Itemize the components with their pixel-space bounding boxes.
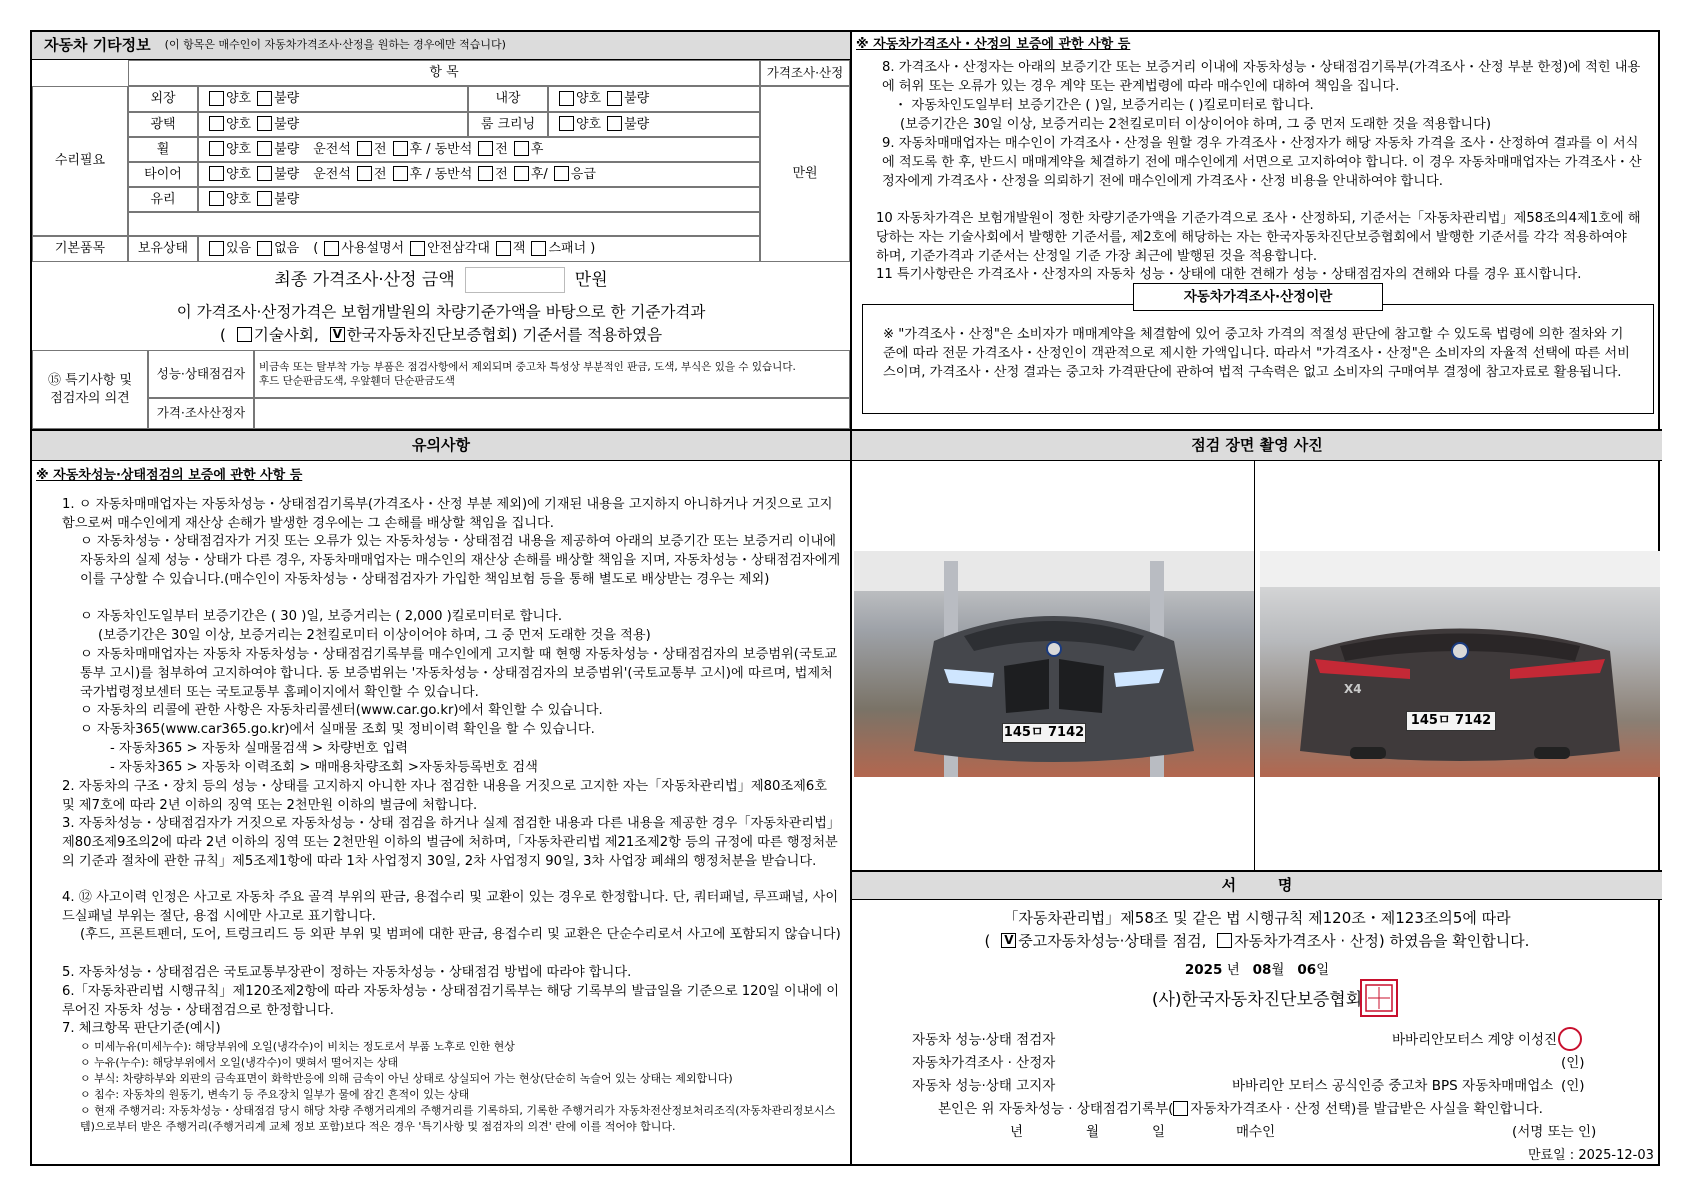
row-owned-options: 있음 없음 ( 사용설명서 안전삼각대 잭 스패너 ) — [198, 236, 760, 262]
notes-header: 유의사항 — [32, 431, 850, 461]
confirm-line: ( V 중고자동차성능·상태를 점검, 자동차가격조사 · 산정) 하였음을 확인합니다. — [852, 931, 1662, 951]
tire-good-checkbox[interactable] — [209, 166, 224, 181]
note-7: 7. 체크항목 판단기준(예시) — [62, 1021, 221, 1036]
tire-driver-rear-checkbox[interactable] — [393, 166, 408, 181]
exterior-good-checkbox[interactable] — [209, 91, 224, 106]
inspector-label-cell: 성능·상태점검자 — [148, 350, 254, 398]
interior-bad-checkbox[interactable] — [607, 91, 622, 106]
tire-passenger-front-checkbox[interactable] — [478, 166, 493, 181]
manual-checkbox[interactable] — [324, 241, 339, 256]
row-room-cleaning-options: 양호 불량 — [548, 112, 760, 137]
tire-passenger-rear-checkbox[interactable] — [514, 166, 529, 181]
photos-header: 점검 장면 촬영 사진 — [852, 431, 1662, 461]
price-explanation-box — [862, 288, 1654, 414]
glass-good-checkbox[interactable] — [209, 191, 224, 206]
org-seal-icon — [1364, 983, 1394, 1013]
notes-heading: ※ 자동차성능·상태점검의 보증에 관한 사항 등 — [36, 468, 303, 483]
appraiser-seal: (인) — [1561, 1055, 1585, 1071]
glass-bad-checkbox[interactable] — [257, 191, 272, 206]
row-exterior-label: 외장 — [128, 86, 198, 112]
spanner-checkbox[interactable] — [531, 241, 546, 256]
note-3: 3. 자동차성능・상태점검자가 거짓으로 자동차성능・상태 점검을 하거나 실제 점검한 내용과 다른 내용을 제공한 경우「자동차관리법」제80조제9조의2에 따라 2년 이하의 징역 또는 2천만원 이하의 벌금에 처하며,「자동차관리법 제21조제2항 등의 규정에 따른 행정처분의 기준과 절차에 관한 규칙」제5조제1항에 따라 1차 사업정지 30일, 2차 사업정지 90일, 3차 사업장 폐쇄의 행정처분을 받습니다. — [62, 816, 841, 870]
note-7d: ㅇ 침수: 자동차의 원동기, 변속기 등 주요장치 일부가 물에 잠긴 흔적이 있는 상태 — [80, 1088, 470, 1101]
law-line: 「자동차관리법」제58조 및 같은 법 시행규칙 제120조・제123조의5에 따라 — [1003, 909, 1511, 927]
basis-tech-checkbox[interactable] — [237, 327, 252, 342]
row-wheel-options: 양호 불량 운전석 전 후 / 동반석 전 후 — [198, 137, 760, 162]
guarantee-item-8-sub2: (보증기간은 30일 이상, 보증거리는 2천킬로미터 이상이어야 하며, 그 중 먼저 도래한 것을 적용합니다) — [900, 117, 1491, 132]
row-interior-options: 양호 불량 — [548, 86, 760, 112]
receipt-line: 본인은 위 자동차성능 · 상태점검기록부( 자동차가격조사 · 산정 선택)를 발급받은 사실을 확인합니다. — [938, 1101, 1543, 1117]
front-inspection-photo — [854, 551, 1254, 777]
tire-driver-front-checkbox[interactable] — [357, 166, 372, 181]
item-column-header: 항 목 — [128, 60, 760, 86]
inspector-note-2: 후드 단순판금도색, 우앞휀더 단순판금도색 — [259, 375, 455, 387]
photos-signature-section — [852, 431, 1662, 1168]
appraiser-label-cell: 가격·조사산정자 — [148, 398, 254, 429]
row-owned-label: 보유상태 — [128, 236, 198, 262]
buyer-date-day: 일 — [1152, 1124, 1166, 1140]
note-1e: ㅇ 자동차의 리콜에 관한 사항은 자동차리콜센터(www.car.go.kr)에서 확인할 수 있습니다. — [80, 703, 603, 718]
guarantee-title: ※ 자동차가격조사・산정의 보증에 관한 사항 등 — [856, 37, 1131, 52]
special-notes-label: ⑮ 특기사항 및 점검자의 의견 — [32, 350, 148, 429]
inspector-label: 자동차 성능·상태 점검자 — [912, 1032, 1056, 1048]
wheel-passenger-rear-checkbox[interactable] — [514, 141, 529, 156]
basis-line-1: 이 가격조사·산정가격은 보험개발원의 차량기준가액을 바탕으로 한 기준가격과 — [176, 303, 706, 321]
note-1b: ㅇ 자동차성능・상태점검자가 거짓 또는 오류가 있는 자동차성능・상태점검 내용을 제공하여 아래의 보증기간 또는 보증거리 이내에 자동차의 실제 성능・상태가 다른 경우, 자동차매매업자는 매수인의 재산상 손해를 배상할 책임을 지며, 자동차성능・상태점검자에게 이를 구상할 수 있습니다.(매수인이 자동차성능・상태점검자가 가입한 책임보험 등을 통해 별도로 배상받는 경우는 제외) — [80, 534, 841, 588]
note-1d: ㅇ 자동차매매업자는 자동차 자동차성능・상태점검기록부를 매수인에게 고지할 때 현행 자동차성능・상태점검자의 보증범위(국토교통부 고시)를 첨부하여 고지하여야 합니다. 동 보증범위는 '자동차성능・상태점검자의 보증범위'(국토교통부 고시)에 따르며, 법제처 국가법령정보센터 또는 국토교통부 홈페이지에서 확인할 수 있습니다. — [80, 647, 838, 701]
buyer-date-year: 년 — [1010, 1124, 1024, 1140]
final-amount-input[interactable] — [465, 267, 565, 293]
repair-needed-label: 수리필요 — [32, 86, 128, 236]
note-5: 5. 자동차성능・상태점검은 국토교통부장관이 정하는 자동차성능・상태점검 방법에 따라야 합니다. — [62, 965, 632, 980]
row-room-cleaning-label: 룸 크리닝 — [468, 112, 548, 137]
expiry-date: 만료일 : 2025-12-03 — [1528, 1148, 1654, 1163]
price-explanation-title: 자동차가격조사·산정이란 — [1133, 283, 1383, 311]
front-license-plate: 145ㅁ 7142 — [1002, 723, 1086, 743]
inspector-note-1: 비금속 또는 탈부착 가능 부품은 점검사항에서 제외되며 중고차 특성상 부분적인 판금, 도색, 부식은 있을 수 있습니다. — [259, 360, 796, 373]
guarantee-item-9: 9. 자동차매매업자는 매수인이 가격조사・산정을 원할 경우 가격조사・산정자가 해당 자동차 가격을 조사・산정하여 결과를 이 서식에 적도록 한 후, 반드시 매매계약을 체결하기 전에 매수인에게 서면으로 고지하여야 합니다. 이 경우 자동차매매업자는 가격조사・산정자에게 가격조사・산정을 의뢰하기 전에 매수인에게 가격조사・산정 비용을 안내하여야 합니다. — [882, 136, 1642, 190]
tire-bad-checkbox[interactable] — [257, 166, 272, 181]
room-cleaning-bad-checkbox[interactable] — [607, 116, 622, 131]
note-2: 2. 자동차의 구조・장치 등의 성능・상태를 고지하지 아니한 자나 점검한 내용을 거짓으로 고지한 자는「자동차관리법」제80조제6호 및 제7호에 따라 2년 이하의 징역 또는 2천만원 이하의 벌금에 처합니다. — [62, 779, 828, 814]
vehicle-info-section — [32, 32, 850, 429]
basis-line-2: ( 기술사회, V 한국자동차진단보증협회) 기준서를 적용하였음 — [32, 325, 850, 346]
note-6: 6.「자동차관리법 시행규칙」제120조제2항에 따라 자동차성능・상태점검기록부는 해당 기록부의 발급일을 기준으로 120일 이내에 이루어진 자동차 성능・상태점검으로 한정합니다. — [62, 984, 840, 1019]
row-wheel-label: 휠 — [128, 137, 198, 162]
rear-car-illustration — [1260, 551, 1660, 777]
wheel-bad-checkbox[interactable] — [257, 141, 272, 156]
guarantee-item-11: 11 특기사항란은 가격조사・산정자의 자동차 성능・상태에 대한 견해가 성능・상태점검자의 견해와 다를 경우 표시합니다. — [876, 267, 1582, 282]
note-1c2: (보증기간은 30일 이상, 보증거리는 2천킬로미터 이상이어야 하며, 그 중 먼저 도래한 것을 적용) — [98, 628, 651, 643]
photos-divider — [1254, 461, 1255, 871]
notifier-value: 바바리안 모터스 공식인증 중고차 BPS 자동차매매업소 — [1232, 1078, 1554, 1094]
row-interior-label: 내장 — [468, 86, 548, 112]
jack-checkbox[interactable] — [496, 241, 511, 256]
info-subtitle: (이 항목은 매수인이 자동차가격조사·산정을 원하는 경우에만 적습니다) — [164, 38, 506, 52]
buyer-date-month: 월 — [1086, 1124, 1100, 1140]
org-name: (사)한국자동차진단보증협회 — [1151, 990, 1363, 1010]
basic-items-label: 기본품목 — [32, 236, 128, 262]
row-tire-label: 타이어 — [128, 162, 198, 187]
info-title: 자동차 기타정보 — [44, 36, 151, 55]
appraiser-label: 자동차가격조사 · 산정자 — [912, 1055, 1056, 1071]
notifier-label: 자동차 성능·상태 고지자 — [912, 1078, 1056, 1094]
price-explanation-text: ※ "가격조사・산정"은 소비자가 매매계약을 체결함에 있어 중고차 가격의 적절성 판단에 참고할 수 있도록 법령에 의한 절차와 기준에 따라 전문 가격조사・산정인이 객관적으로 제시한 가액입니다. 따라서 "가격조사・산정"은 소비자의 자율적 선택에 따른 서비스이며, 가격조사・산정 결과는 중고차 가격판단에 관하여 법적 구속력은 없고 소비자의 구매여부 결정에 참고자료로 활용됩니다. — [883, 327, 1630, 381]
confirm-used-car-checkbox[interactable] — [1001, 933, 1016, 948]
triangle-checkbox[interactable] — [410, 241, 425, 256]
row-gloss-label: 광택 — [128, 112, 198, 137]
tire-emergency-checkbox[interactable] — [554, 166, 569, 181]
row-exterior-options: 양호 불량 — [198, 86, 468, 112]
document-frame — [30, 30, 1660, 1166]
row-gloss-options: 양호 불량 — [198, 112, 468, 137]
basis-assoc-checkbox[interactable] — [330, 327, 345, 342]
note-1a: 1. ㅇ 자동차매매업자는 자동차성능・상태점검기록부(가격조사・산정 부분 제외)에 기재된 내용을 고지하지 아니하거나 거짓으로 고지함으로써 매수인에게 재산상 손해가 발생한 경우에는 그 손해를 배상할 책임을 집니다. — [62, 497, 833, 532]
owned-none-checkbox[interactable] — [257, 241, 272, 256]
buyer-label: 매수인 — [1236, 1124, 1276, 1140]
room-cleaning-good-checkbox[interactable] — [559, 116, 574, 131]
note-4b: (후드, 프론트펜더, 도어, 트렁크리드 등 외판 부위 및 범퍼에 대한 판금, 용접수리 및 교환은 단순수리로서 사고에 포함되지 않습니다) — [80, 927, 841, 942]
appraiser-notes-cell[interactable] — [254, 398, 850, 429]
wheel-passenger-front-checkbox[interactable] — [478, 141, 493, 156]
inspector-seal-icon — [1558, 1027, 1582, 1051]
note-7c: ㅇ 부식: 차량하부와 외판의 금속표면이 화학반응에 의해 금속이 아닌 상태로 상실되어 가는 현상(단순히 녹슬어 있는 상태는 제외합니다) — [80, 1072, 733, 1085]
notes-section — [32, 431, 850, 1168]
rear-license-plate: 145ㅁ 7142 — [1406, 711, 1496, 731]
note-1f: ㅇ 자동차365(www.car365.go.kr)에서 실매물 조회 및 정비이력 확인을 할 수 있습니다. — [80, 722, 595, 737]
note-7a: ㅇ 미세누유(미세누수): 해당부위에 오일(냉각수)이 비치는 정도로서 부품 노후로 인한 현상 — [80, 1040, 515, 1053]
confirm-price-checkbox[interactable] — [1217, 933, 1232, 948]
signature-header: 서 명 — [852, 872, 1662, 900]
notifier-seal: (인) — [1561, 1078, 1585, 1094]
rear-inspection-photo — [1260, 551, 1660, 777]
receipt-checkbox[interactable] — [1173, 1101, 1188, 1116]
org-seal-stamp — [1360, 979, 1398, 1017]
price-unit-cell: 만원 — [760, 86, 850, 262]
wheel-driver-rear-checkbox[interactable] — [393, 141, 408, 156]
guarantee-item-8-sub1: ・ 자동차인도일부터 보증기간은 ( )일, 보증거리는 ( )킬로미터로 합니다. — [894, 98, 1314, 113]
inspector-notes-cell — [254, 350, 850, 398]
gloss-good-checkbox[interactable] — [209, 116, 224, 131]
note-7e: ㅇ 현재 주행거리: 자동차성능・상태점검 당시 해당 차량 주행거리계의 주행거리를 기록하되, 기록한 주행거리가 자동차전산정보처리조직(자동차관리정보시스템)으로부터 받은 주행거리(주행거리계 교체 정보 포함)보다 적은 경우 '특기사항 및 점검자의 의견' 란에 이를 적어야 합니다. — [80, 1104, 836, 1133]
gloss-bad-checkbox[interactable] — [257, 116, 272, 131]
owned-has-checkbox[interactable] — [209, 241, 224, 256]
note-4: 4. ⑫ 사고이력 인정은 사고로 자동차 주요 골격 부위의 판금, 용접수리 및 교환이 있는 경우로 한정합니다. 단, 쿼터패널, 루프패널, 사이드실패널 부위는 절단, 용접 시에만 사고로 표기합니다. — [62, 890, 839, 925]
guarantee-section — [852, 32, 1662, 429]
model-badge: X4 — [1344, 682, 1362, 696]
guarantee-item-10: 10 자동차가격은 보험개발원이 정한 차량기준가액을 기준가격으로 조사・산정하되, 기준서는「자동차관리법」제58조의4제1호에 해당하는 자는 기술사회에서 발행한 기준서를, 제2호에 해당하는 자는 한국자동차진단보증협회에서 발행한 기준서를 각각 적용하여야 하며, 기준가격과 기준서는 산정일 기준 가장 최근에 발행된 것을 적용합니다. — [876, 211, 1641, 265]
row-glass-label: 유리 — [128, 187, 198, 212]
front-car-illustration — [854, 551, 1254, 777]
note-1f2: - 자동차365 > 자동차 이력조회 > 매매용차량조회 >자동차등록번호 검색 — [110, 760, 538, 775]
repair-spacer — [128, 212, 760, 236]
final-amount-row: 최종 가격조사·산정 금액 만원 — [32, 262, 850, 298]
row-tire-options: 양호 불량 운전석 전 후 / 동반석 전 후 / 응급 — [198, 162, 760, 187]
row-glass-options: 양호 불량 — [198, 187, 760, 212]
price-column-header: 가격조사·산정 — [760, 60, 850, 86]
note-1f1: - 자동차365 > 자동차 실매물검색 > 차량번호 입력 — [110, 741, 408, 756]
issue-date: 2025 년 08월 06일 — [1184, 962, 1330, 978]
info-header — [32, 32, 850, 60]
exterior-bad-checkbox[interactable] — [257, 91, 272, 106]
buyer-sign: (서명 또는 인) — [1512, 1124, 1597, 1140]
note-7b: ㅇ 누유(누수): 해당부위에서 오일(냉각수)이 맺혀서 떨어지는 상태 — [80, 1056, 399, 1069]
wheel-good-checkbox[interactable] — [209, 141, 224, 156]
interior-good-checkbox[interactable] — [559, 91, 574, 106]
inspector-value: 바바리안모터스 계양 이성진 — [1392, 1032, 1558, 1048]
wheel-driver-front-checkbox[interactable] — [357, 141, 372, 156]
guarantee-item-8: 8. 가격조사・산정자는 아래의 보증기간 또는 보증거리 이내에 자동차성능・상태점검기록부(가격조사・산정 부분 한정)에 적힌 내용에 허위 또는 오류가 있는 경우 계약 또는 관계법령에 따라 매수인에 대하여 책임을 집니다. — [882, 60, 1641, 95]
note-1c: ㅇ 자동차인도일부터 보증기간은 ( 30 )일, 보증거리는 ( 2,000 )킬로미터로 합니다. — [80, 609, 563, 624]
